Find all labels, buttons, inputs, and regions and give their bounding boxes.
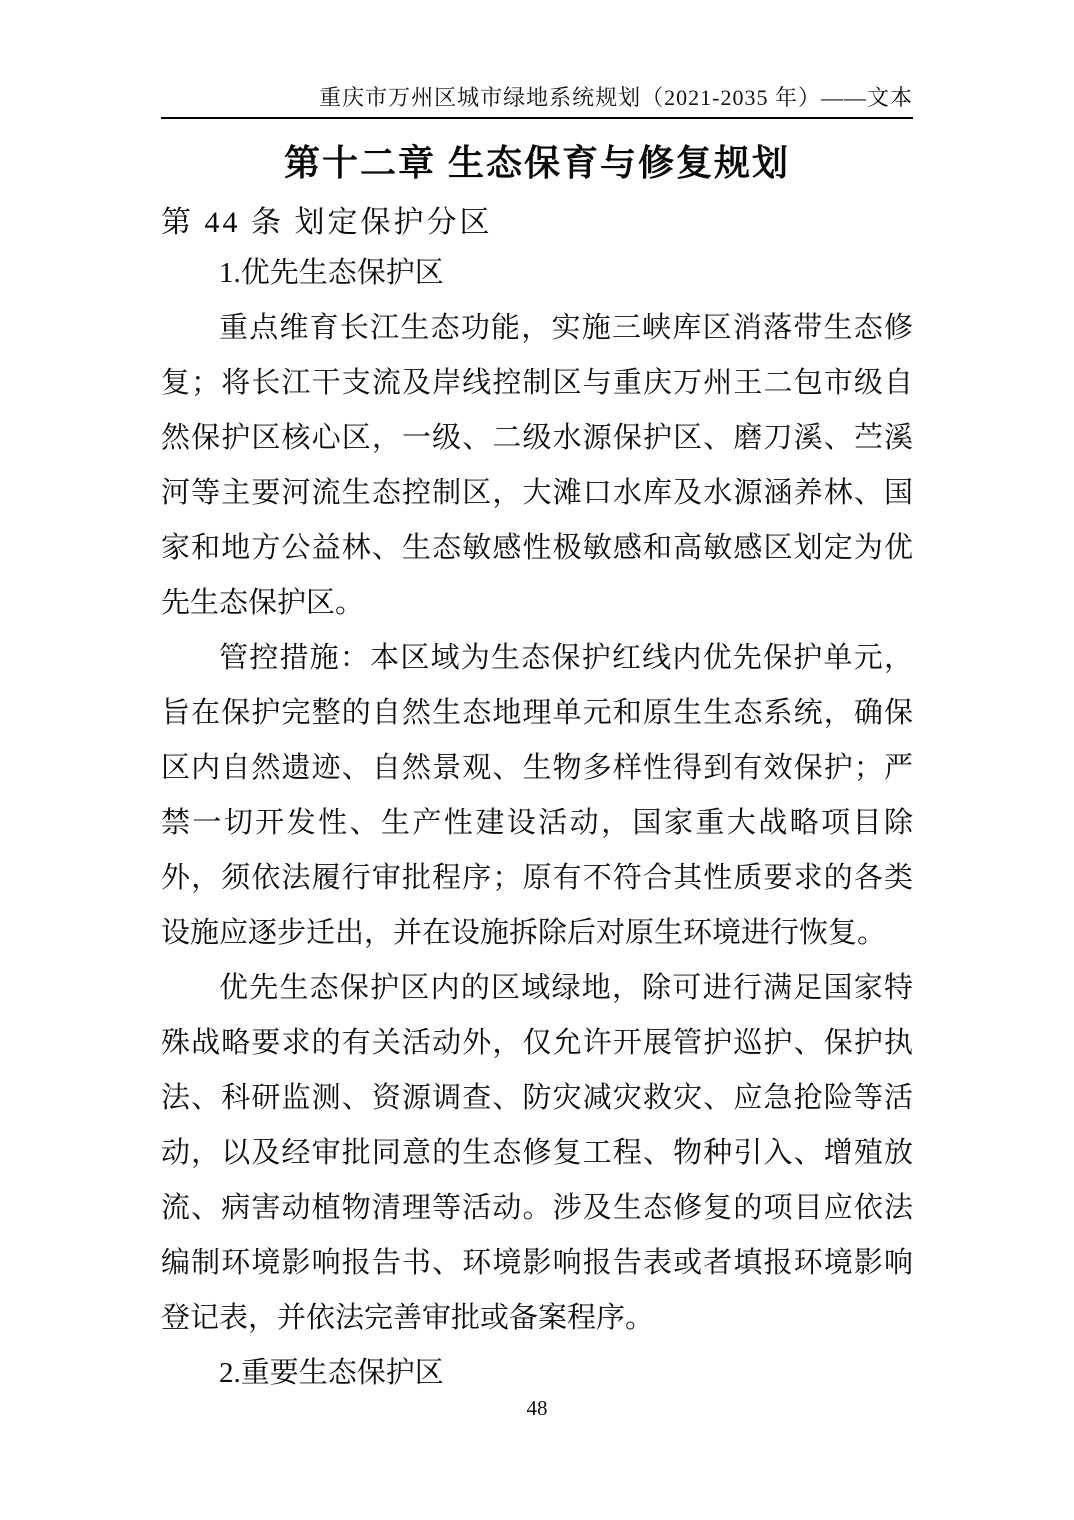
page-footer [161,1396,913,1421]
page-content [161,0,913,1401]
header-rule [161,117,913,119]
section-heading: 第 44 条 划定保护分区 [161,206,493,239]
chapter-title: 第十二章 生态保育与修复规划 [283,142,790,183]
running-head: 重庆市万州区城市绿地系统规划（2021-2035 年）——文本 [319,85,913,110]
paragraph-control-measures: 管控措施：本区域为生态保护红线内优先保护单元，旨在保护完整的自然生态地理单元和原生生态系统，确保区内自然遗迹、自然景观、生物多样性得到有效保护；严禁一切开发性、生产性建设活动，国家重大战略项目除外，须依法履行审批程序；原有不符合其性质要求的各类设施应逐步迁出，并在设施拆除后对原生环境进行恢复。 [161,642,913,949]
page-number: 48 [526,1396,548,1420]
paragraph-priority-zone-definition: 重点维育长江生态功能，实施三峡库区消落带生态修复；将长江干支流及岸线控制区与重庆万州王二包市级自然保护区核心区，一级、二级水源保护区、磨刀溪、苎溪河等主要河流生态控制区，大滩口水库及水源涵养林、国家和地方公益林、生态敏感性极敏感和高敏感区划定为优先生态保护区。 [161,312,913,619]
subheading-important-zone: 2.重要生态保护区 [219,1357,444,1389]
paragraph-regional-greenspace-rules: 优先生态保护区内的区域绿地，除可进行满足国家特殊战略要求的有关活动外，仅允许开展管护巡护、保护执法、科研监测、资源调查、防灾减灾救灾、应急抢险等活动，以及经审批同意的生态修复工程、物种引入、增殖放流、病害动植物清理等活动。涉及生态修复的项目应依法编制环境影响报告书、环境影响报告表或者填报环境影响登记表，并依法完善审批或备案程序。 [161,972,913,1334]
paragraph-group [161,246,913,1401]
subheading-priority-zone: 1.优先生态保护区 [219,257,444,289]
